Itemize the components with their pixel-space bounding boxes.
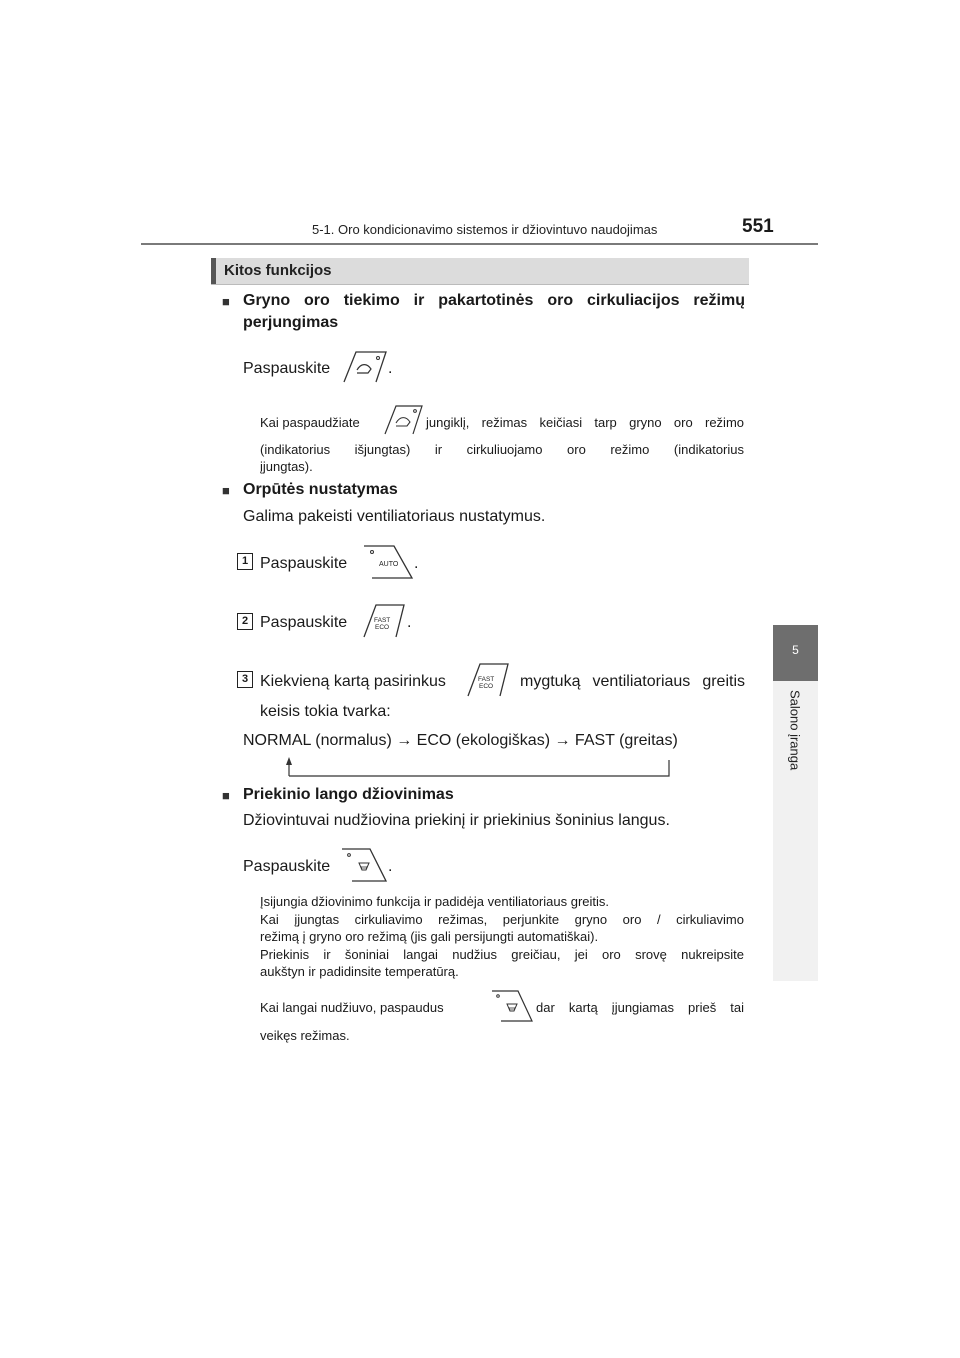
- defog-note4-start: Kai langai nudžiuvo, paspaudus: [260, 1000, 444, 1015]
- fresh-air-note-line2: (indikatorius išjungtas) ir cirkuliuojamo oro režimo (indikatorius: [260, 442, 744, 457]
- step3-text-start: Kiekvieną kartą pasirinkus: [260, 673, 446, 690]
- defog-note4-end: dar kartą įjungiamas prieš tai: [536, 1000, 744, 1015]
- fast-eco-button-icon: [358, 603, 408, 644]
- step1-end: .: [414, 555, 419, 572]
- header-divider: [141, 243, 818, 245]
- defog-note3-line1: Priekinis ir šoniniai langai nudžius greičiau, jei oro srovę nukreipsite: [260, 947, 744, 962]
- defog-note3-line2: aukštyn ir padidinsite temperatūrą.: [260, 964, 459, 979]
- speed-cycle: NORMAL (normalus) → ECO (ekologiškas) → FAST (greitas): [243, 732, 678, 749]
- bullet-square-icon: ■: [222, 788, 230, 803]
- blower-intro: Galima pakeisti ventiliatoriaus nustatymus.: [243, 508, 546, 525]
- defog-note1: Įsijungia džiovinimo funkcija ir padidėja ventiliatoriaus greitis.: [260, 894, 610, 909]
- defog-heading: Priekinio lango džiovinimas: [243, 786, 454, 803]
- step1-text: Paspauskite: [260, 555, 348, 572]
- blower-heading: Orpūtės nustatymas: [243, 481, 398, 498]
- fresh-air-heading-line1: Gryno oro tiekimo ir pakartotinės oro cirkuliacijos režimų: [243, 292, 745, 309]
- bullet-square-icon: ■: [222, 483, 230, 498]
- recirculation-button-icon: [338, 350, 388, 389]
- defog-press-text: Paspauskite: [243, 858, 331, 875]
- fresh-air-note-start: Kai paspaudžiate: [260, 415, 360, 430]
- auto-label: AUTO: [379, 561, 399, 568]
- fast-label-inline: FAST: [478, 676, 495, 683]
- step-number-2: 2: [237, 613, 253, 630]
- front-defogger-button-icon-inline: [490, 989, 534, 1028]
- section-header: [211, 258, 749, 285]
- step3-line2: keisis tokia tvarka:: [260, 703, 391, 720]
- chapter-label: [765, 690, 825, 810]
- step2-end: .: [407, 614, 412, 631]
- fresh-air-heading-line2: perjungimas: [243, 314, 339, 331]
- eco-label: ECO: [375, 624, 390, 631]
- fresh-air-note-line3: įjungtas).: [260, 459, 313, 474]
- defog-note4-line2: veikęs režimas.: [260, 1028, 350, 1043]
- defog-note2-line2: režimą į gryno oro režimą (jis gali persijungti automatiškai).: [260, 929, 599, 944]
- auto-button-icon: [358, 544, 419, 585]
- step3-text-end: mygtuką ventiliatoriaus greitis: [520, 673, 745, 690]
- section-title: Kitos funkcijos: [224, 262, 332, 279]
- defog-press-end: .: [388, 858, 393, 875]
- fresh-air-press-text: Paspauskite: [243, 360, 331, 377]
- step-number-3: 3: [237, 671, 253, 688]
- defog-intro: Džiovintuvai nudžiovina priekinį ir priekinius šoninius langus.: [243, 812, 670, 829]
- chapter-tab: 5: [773, 625, 818, 681]
- front-defogger-button-icon: [340, 847, 388, 888]
- fast-label: FAST: [374, 617, 391, 624]
- chapter-label-text: Salono įranga: [787, 690, 803, 771]
- bullet-square-icon: ■: [222, 294, 230, 309]
- defog-note2-line1: Kai įjungtas cirkuliavimo režimas, perjunkite gryno oro / cirkuliavimo: [260, 912, 744, 927]
- step2-text: Paspauskite: [260, 614, 348, 631]
- eco-label-inline: ECO: [479, 683, 494, 690]
- cycle-return-arrow: [283, 756, 675, 783]
- recirculation-button-icon-inline: [380, 404, 424, 441]
- fresh-air-press-end: .: [388, 360, 393, 377]
- fresh-air-note-end: jungiklį, režimas keičiasi tarp gryno oro režimo: [426, 415, 744, 430]
- page-number: 551: [742, 216, 774, 237]
- section-accent: [211, 258, 216, 284]
- header-title: 5-1. Oro kondicionavimo sistemos ir džiovintuvo naudojimas: [312, 222, 658, 237]
- fast-eco-button-icon-inline: [462, 662, 512, 703]
- step-number-1: 1: [237, 553, 253, 570]
